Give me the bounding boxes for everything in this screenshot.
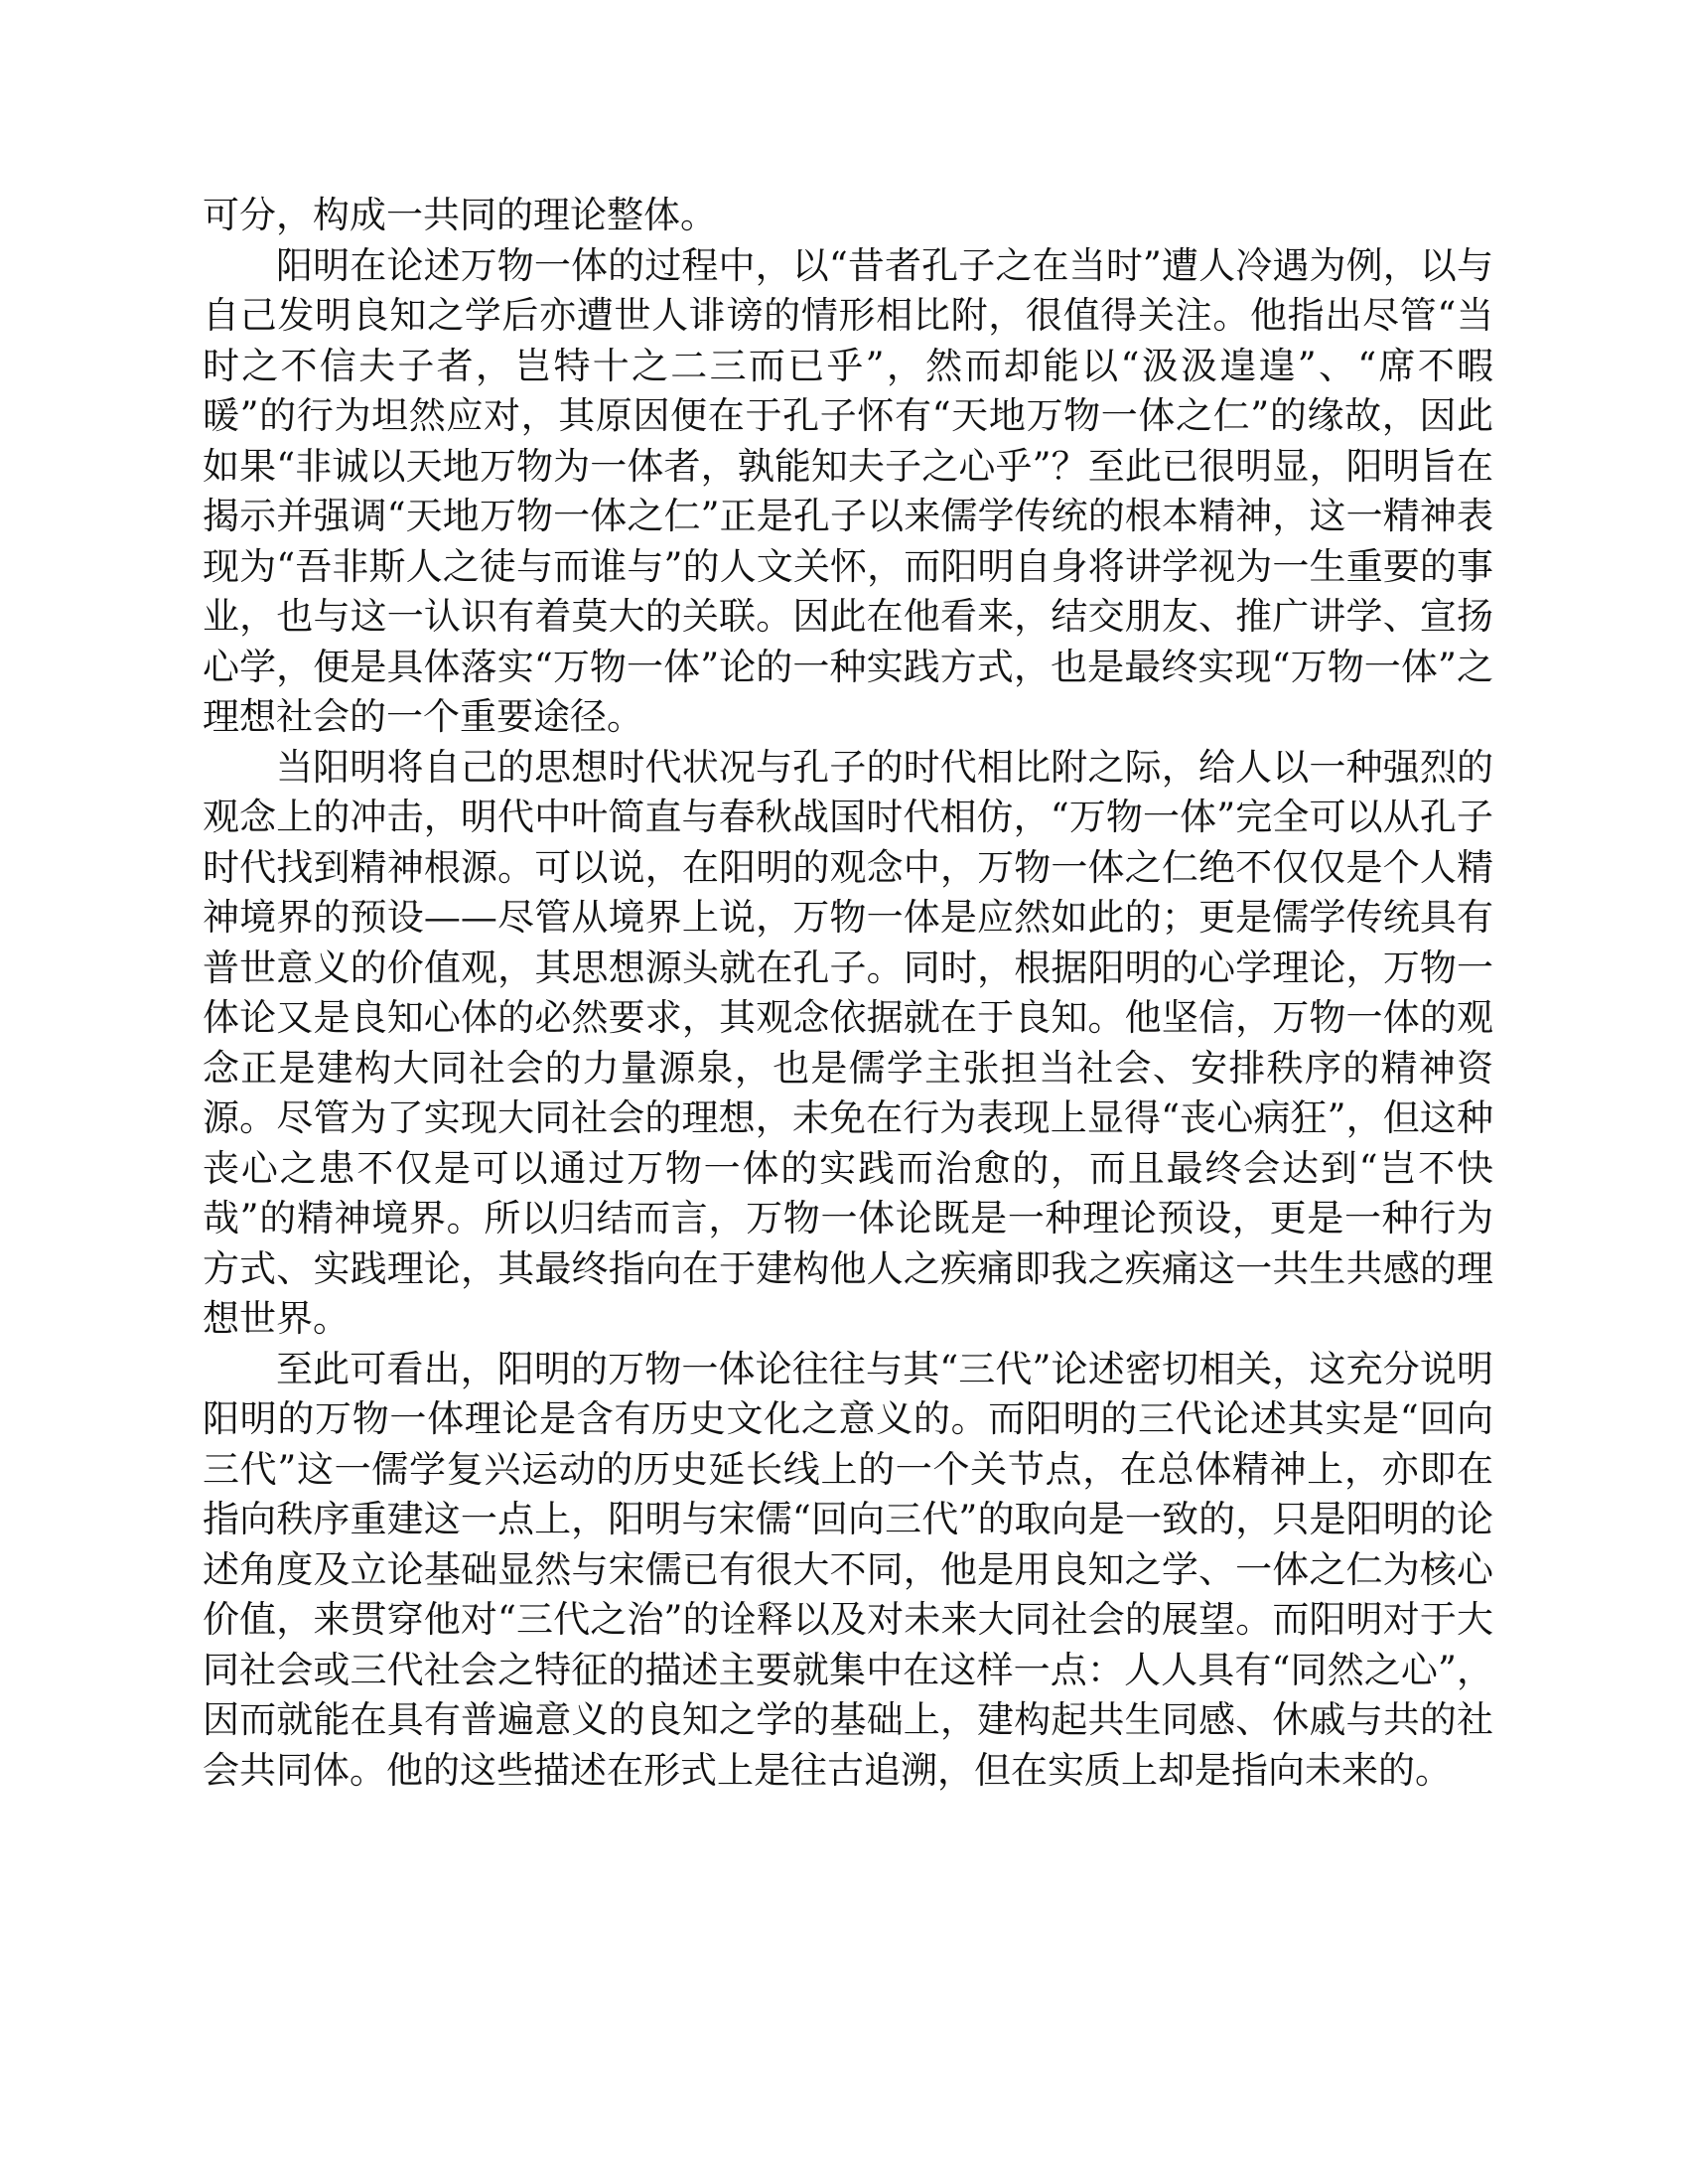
paragraph-spiritual-source: 当阳明将自己的思想时代状况与孔子的时代相比附之际，给人以一种强烈的观念上的冲击，明代中叶简直与春秋战国时代相仿，“万物一体”完全可以从孔子时代找到精神根源。可以说，在阳明的观念中，万物一体之仁绝不仅仅是个人精神境界的预设——尽管从境界上说，万物一体是应然如此的；更是儒学传统具有普世意义的价值观，其思想源头就在孔子。同时，根据阳明的心学理论，万物一体论又是良知心体的必然要求，其观念依据就在于良知。他坚信，万物一体的观念正是建构大同社会的力量源泉，也是儒学主张担当社会、安排秩序的精神资源。尽管为了实现大同社会的理想，未免在行为表现上显得“丧心病狂”，但这种丧心之患不仅是可以通过万物一体的实践而治愈的，而且最终会达到“岂不快哉”的精神境界。所以归结而言，万物一体论既是一种理论预设，更是一种行为方式、实践理论，其最终指向在于建构他人之疾痛即我之疾痛这一共生共感的理想世界。 bbox=[203, 745, 1493, 1340]
document-page bbox=[203, 191, 1493, 1796]
paragraph-confucius-comparison: 阳明在论述万物一体的过程中，以“昔者孔子之在当时”遭人冷遇为例，以与自己发明良知之学后亦遭世人诽谤的情形相比附，很值得关注。他指出尽管“当时之不信夫子者，岂特十之二三而已乎”，然而却能以“汲汲遑遑”、“席不暇暖”的行为坦然应对，其原因便在于孔子怀有“天地万物一体之仁”的缘故，因此如果“非诚以天地万物为一体者，孰能知夫子之心乎”？至此已很明显，阳明旨在揭示并强调“天地万物一体之仁”正是孔子以来儒学传统的根本精神，这一精神表现为“吾非斯人之徒与而谁与”的人文关怀，而阳明自身将讲学视为一生重要的事业，也与这一认识有着莫大的关联。因此在他看来，结交朋友、推广讲学、宣扬心学，便是具体落实“万物一体”论的一种实践方式，也是最终实现“万物一体”之理想社会的一个重要途径。 bbox=[203, 243, 1493, 738]
paragraph-three-dynasties: 至此可看出，阳明的万物一体论往往与其“三代”论述密切相关，这充分说明阳明的万物一体理论是含有历史文化之意义的。而阳明的三代论述其实是“回向三代”这一儒学复兴运动的历史延长线上的一个关节点，在总体精神上，亦即在指向秩序重建这一点上，阳明与宋儒“回向三代”的取向是一致的，只是阳明的论述角度及立论基础显然与宋儒已有很大不同，他是用良知之学、一体之仁为核心价值，来贯穿他对“三代之治”的诠释以及对未来大同社会的展望。而阳明对于大同社会或三代社会之特征的描述主要就集中在这样一点：人人具有“同然之心”，因而就能在具有普遍意义的良知之学的基础上，建构起共生同感、休戚与共的社会共同体。他的这些描述在形式上是往古追溯，但在实质上却是指向未来的。 bbox=[203, 1347, 1493, 1792]
paragraph-continuation: 可分，构成一共同的理论整体。 bbox=[203, 194, 717, 236]
